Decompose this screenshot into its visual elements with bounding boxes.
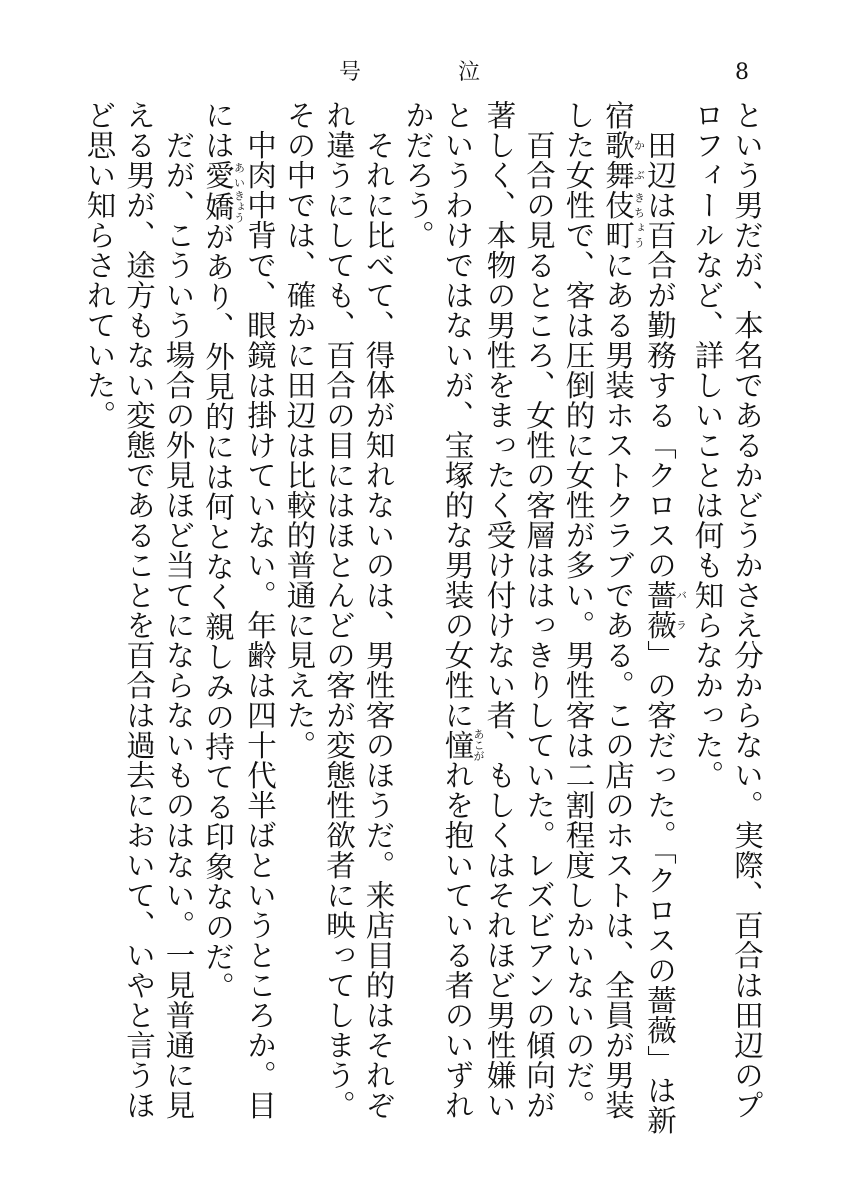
ruby-base: 憧 [440, 728, 475, 762]
ruby-base: 伎町 [601, 190, 635, 250]
text-run: れを抱いている者のいずれかだろう。 [401, 100, 475, 1120]
paragraph [198, 100, 280, 1140]
page-number: 8 [735, 60, 749, 85]
ruby-reading: かぶ [632, 130, 646, 190]
paragraph [558, 100, 687, 1140]
ruby-word [643, 579, 688, 640]
ruby-base: 歌舞 [601, 130, 635, 190]
text-run: 中肉中背で、眼鏡は掛けていない。年齢は四十代半ばというところか。目には [201, 100, 277, 1120]
vertical-body-text [82, 100, 766, 1140]
ruby-base: 薔薇 [643, 579, 677, 640]
ruby-reading: バラ [674, 579, 688, 640]
ruby-word [601, 130, 646, 190]
text-run: にある男装ホストクラブである。この店のホストは、全員が男装した女性で、客は圧倒的に女性が多い。男性客は二割程度しかいないのだ。 [561, 100, 635, 1120]
ruby-word [201, 190, 246, 223]
paragraph [79, 100, 198, 1140]
ruby-reading: きょう [232, 190, 246, 223]
text-run: 田辺は百合が勤務する「クロスの [643, 129, 677, 580]
ruby-word [201, 160, 246, 190]
paragraph [398, 100, 559, 1140]
ruby-reading: きちょう [632, 190, 646, 250]
header-title-char-1: 号 [339, 60, 362, 85]
text-run: 百合の見るところ、女性の客層ははっきりしていた。レズビアンの傾向が著しく、本物の男性をまったく受け付けない者、もしくはそれほど男性嫌いというわけではないが、宝塚的な男装の女性に [440, 100, 556, 1120]
ruby-reading: あい [232, 160, 246, 190]
text-run: があり、外見的には何となく親しみの持てる印象なのだ。 [201, 221, 235, 1002]
text-run: 」の客だった。「クロスの薔薇」は新宿 [601, 100, 677, 1135]
text-run: だが、こういう場合の外見ほど当てにならないものはない。一見普通に見える男が、途方もない変態であることを百合は過去において、いやと言うほど思い知らされていた。 [82, 100, 196, 1120]
ruby-base: 愛 [201, 160, 235, 190]
running-header [0, 58, 841, 98]
ruby-word [601, 190, 646, 250]
text-run: という男だが、本名であるかどうかさえ分からない。実際、百合は田辺のプロフィールなど、詳しいことは何も知らなかった。 [690, 100, 764, 1120]
ruby-word [440, 728, 485, 762]
text-run: それに比べて、得体が知れないのは、男性客のほうだ。来店目的はそれぞれ違うにしても、百合の目にはほとんどの客が変態性欲者に映ってしまう。その中では、確かに田辺は比較的普通に見えた。 [282, 100, 396, 1120]
ruby-base: 嬌 [201, 190, 235, 223]
ruby-reading: あこが [472, 728, 485, 762]
header-title-char-2: 泣 [458, 60, 481, 85]
paragraph [279, 100, 398, 1140]
paragraph [687, 100, 766, 1140]
